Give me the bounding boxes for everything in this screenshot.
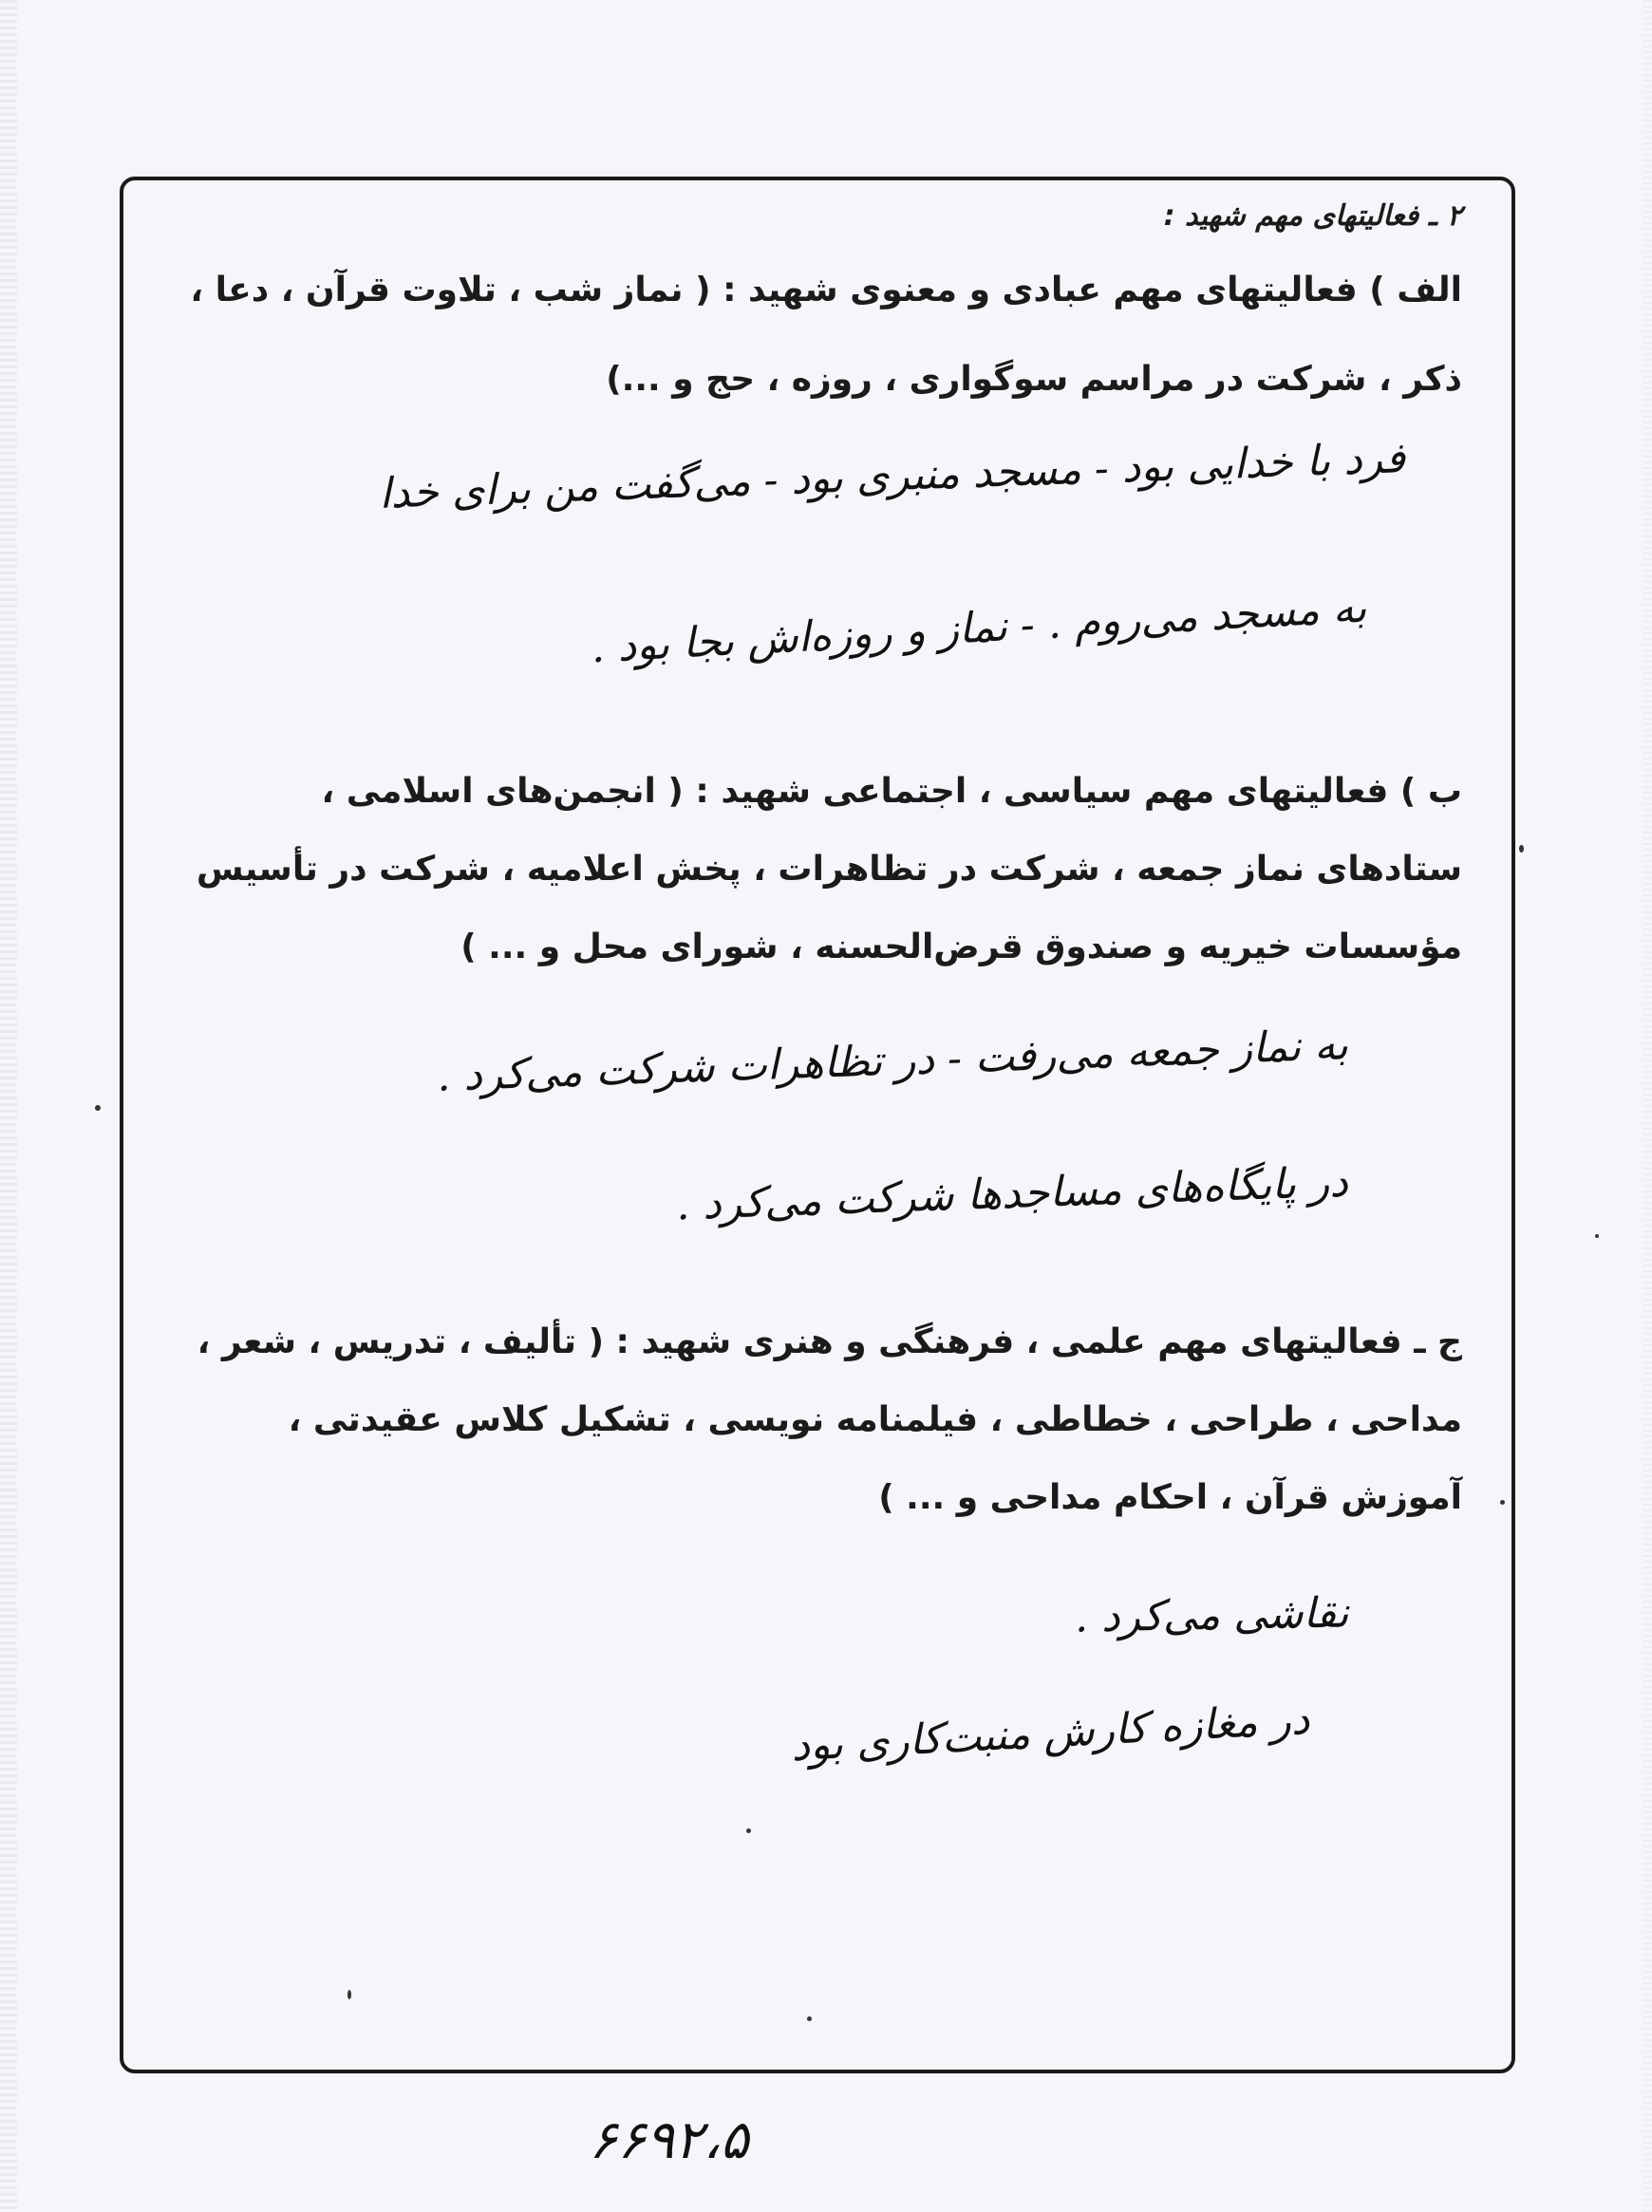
part-a-handwritten-line-1: فرد با خدایی بود - مسجد منبری بود - می‌گفت من برای خدا <box>378 434 1406 518</box>
part-a-printed-line-1: الف ) فعالیتهای مهم عبادی و معنوی شهید : ( نماز شب ، تلاوت قرآن ، دعا ، <box>190 271 1462 309</box>
part-b-handwritten-line-1: به نماز جمعه می‌رفت - در تظاهرات شرکت می‌کرد . <box>436 1021 1349 1101</box>
section-heading: ۲ ـ فعالیتهای مهم شهید : <box>1163 199 1462 233</box>
part-b-printed-line-1: ب ) فعالیتهای مهم سیاسی ، اجتماعی شهید : ( انجمن‌های اسلامی ، <box>321 772 1462 811</box>
part-b-printed-line-2: ستادهای نماز جمعه ، شرکت در تظاهرات ، پخش اعلامیه ، شرکت در تأسیس <box>196 850 1462 889</box>
part-c-handwritten-line-1: نقاشی می‌کرد . <box>1074 1588 1349 1642</box>
part-b-printed-line-3: مؤسسات خیریه و صندوق قرض‌الحسنه ، شورای محل و ... ) <box>460 928 1462 966</box>
scan-speck <box>95 1105 101 1111</box>
scan-edge-left <box>0 0 17 2212</box>
part-c-printed-line-1: ج ـ فعالیتهای مهم علمی ، فرهنگی و هنری شهید : ( تألیف ، تدریس ، شعر ، <box>197 1322 1462 1361</box>
part-b-handwritten-line-2: در پایگاه‌های مساجد‌ها شرکت می‌کرد . <box>675 1157 1349 1230</box>
part-a-printed-line-2: ذکر ، شرکت در مراسم سوگواری ، روزه ، حج و ...) <box>606 360 1462 399</box>
scan-speck <box>1519 845 1524 853</box>
scan-speck <box>807 2016 812 2021</box>
part-c-printed-line-2: مداحی ، طراحی ، خطاطی ، فیلمنامه نویسی ، تشکیل کلاس عقیدتی ، <box>288 1400 1462 1439</box>
scan-speck <box>347 1990 351 1999</box>
part-a-handwritten-line-2: به مسجد می‌روم . - نماز و روزه‌اش بجا بود . <box>590 583 1368 673</box>
scan-speck <box>746 1828 751 1833</box>
scan-edge-right <box>1643 0 1652 2212</box>
page-number: ۶۶۹۲،۵ <box>589 2109 749 2171</box>
part-c-printed-line-3: آموزش قرآن ، احکام مداحی و ... ) <box>878 1478 1462 1517</box>
scan-speck <box>1595 1234 1599 1238</box>
scan-speck <box>1500 1500 1505 1505</box>
part-c-handwritten-line-2: در مغازه کارش منبت‌کاری بود <box>790 1695 1311 1771</box>
